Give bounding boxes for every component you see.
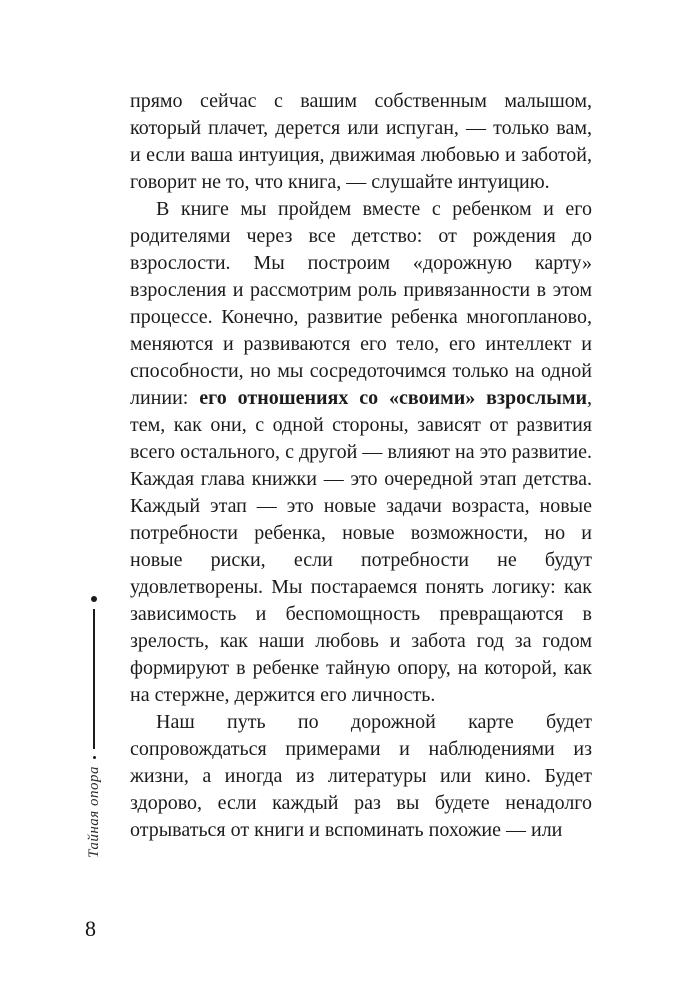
paragraph-2 [130, 196, 592, 709]
text-block [130, 88, 592, 844]
paragraph-2-bold-phrase: его отношениях со «своими» взрослыми [199, 387, 587, 409]
paragraph-1: прямо сейчас с вашим собственным малышом, который плачет, дерется или испуган, — только вам, и если ваша интуиция, движимая любовью и заботой, говорит не то, что книга, — слушайте интуицию. [130, 90, 592, 193]
ornament-line [93, 609, 95, 749]
page-number: 8 [85, 916, 96, 941]
paragraph-2-text-start: В книге мы пройдем вместе с ребенком и его родителями через все детство: от рождения до взрослости. Мы построим «дорожную карту» взросления и рассмотрим роль привязанности в этом процессе. Конечно, развитие ребенка многопланово, меняются и развиваются его тело, его интеллект и способности, но мы сосредоточимся только на одной линии: [130, 198, 592, 409]
ornament-dot-icon [91, 596, 97, 602]
book-title-vertical: Тайная опора [85, 766, 102, 858]
margin-ornament [84, 596, 104, 858]
paragraph-2-text-end: , тем, как они, с одной стороны, зависят от развития всего остального, с другой — влияют на это развитие. Каждая глава книжки — это очередной этап детства. Каждый этап — это новые задачи возраста, новые потребности ребенка, новые возможности, но и новые риски, если потребности не будут удовлетворены. Мы постараемся понять логику: как зависимость и беспомощность превращаются в зрелость, как наши любовь и забота год за годом формируют в ребенке тайную опору, на которой, как на стержне, держится его личность. [130, 387, 592, 706]
paragraph-3: Наш путь по дорожной карте будет сопровождаться примерами и наблюдениями из жизни, а иногда из литературы или кино. Будет здорово, если каждый раз вы будете ненадолго отрываться от книги и вспоминать похожие — или [130, 711, 592, 841]
ornament-small-dot-icon [93, 756, 96, 759]
